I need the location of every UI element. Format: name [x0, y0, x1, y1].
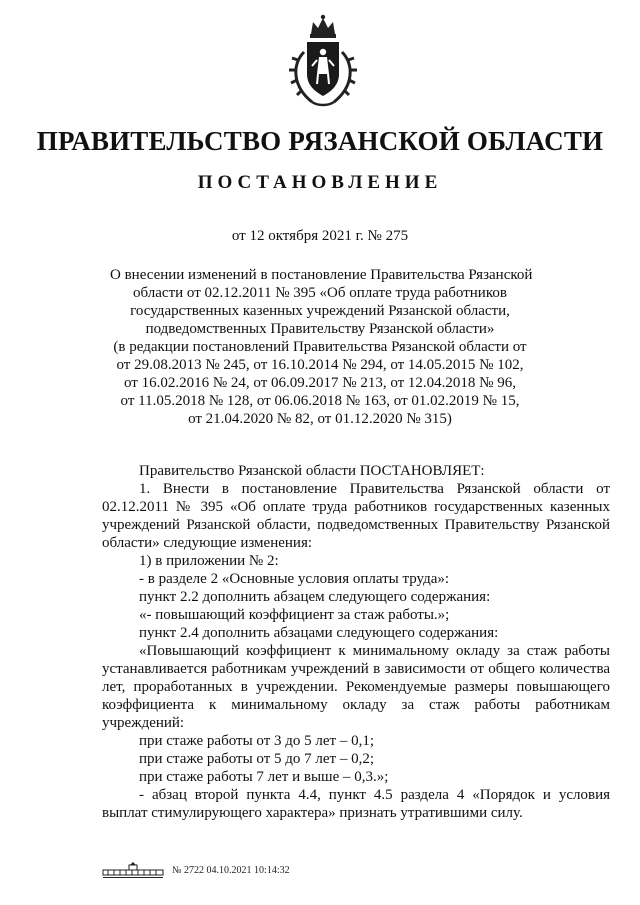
point-2-2-paragraph: пункт 2.2 дополнить абзацем следующего содержания:: [139, 589, 491, 605]
subject-line: О внесении изменений в постановление Правительства Рязанской: [110, 267, 533, 283]
point-2-2-text: «- повышающий коэффициент за стаж работы.»;: [139, 607, 450, 623]
subject-line: государственных казенных учреждений Рязанской области,: [130, 303, 510, 319]
subject-line: от 16.02.2016 № 24, от 06.09.2017 № 213, от 12.04.2018 № 96,: [123, 375, 516, 391]
subject-line: (в редакции постановлений Правительства Рязанской области от: [113, 339, 527, 355]
government-title: ПРАВИТЕЛЬСТВО РЯЗАНСКОЙ ОБЛАСТИ: [36, 126, 604, 156]
subject-line: области от 02.12.2011 № 395 «Об оплате труда работников: [133, 285, 507, 301]
document-type: ПОСТАНОВЛЕНИЕ: [197, 172, 443, 193]
tier-1-item: при стаже работы от 3 до 5 лет – 0,1;: [139, 733, 375, 749]
item-1-paragraph: 1. Внести в постановление Правительства Рязанской области от 02.12.2011 № 395 «Об оплате труда работников государственных казенных учреждений Рязанской области, подведомственных Правительству Рязанской области» следующие изменения:: [102, 481, 610, 551]
tier-2-item: при стаже работы от 5 до 7 лет – 0,2;: [139, 751, 375, 767]
registration-footer: [102, 860, 290, 880]
document-body: [102, 462, 610, 822]
registry-stamp-icon: [102, 861, 164, 879]
document-subject: [110, 266, 533, 428]
section-2-paragraph: - в разделе 2 «Основные условия оплаты труда»:: [139, 571, 450, 587]
subject-line: подведомственных Правительству Рязанской области»: [145, 321, 495, 337]
tier-3-item: при стаже работы 7 лет и выше – 0,3.»;: [139, 769, 389, 785]
point-2-4-paragraph: пункт 2.4 дополнить абзацами следующего содержания:: [139, 625, 499, 641]
point-2-4-text: «Повышающий коэффициент к минимальному окладу за стаж работы устанавливается работникам учреждений в зависимости от общего количества лет, проработанных в учреждении. Рекомендуемые размеры повышающего коэффициента к минимальному окладу за стаж работы работникам учреждений:: [102, 643, 610, 731]
document-date-number: от 12 октября 2021 г. № 275: [231, 228, 409, 244]
item-1-1-paragraph: 1) в приложении № 2:: [139, 553, 279, 569]
subject-line: от 11.05.2018 № 128, от 06.06.2018 № 163, от 01.02.2019 № 15,: [120, 393, 520, 409]
subject-line: от 21.04.2020 № 82, от 01.12.2020 № 315): [188, 411, 452, 427]
section-4-paragraph: - абзац второй пункта 4.4, пункт 4.5 раздела 4 «Порядок и условия выплат стимулирующего характера» признать утратившими силу.: [102, 787, 610, 821]
subject-line: от 29.08.2013 № 245, от 16.10.2014 № 294, от 14.05.2015 № 102,: [116, 357, 524, 373]
registration-number-date: № 2722 04.10.2021 10:14:32: [172, 864, 290, 876]
resolves-paragraph: Правительство Рязанской области ПОСТАНОВЛЯЕТ:: [139, 463, 485, 479]
coat-of-arms-emblem: [282, 12, 364, 110]
